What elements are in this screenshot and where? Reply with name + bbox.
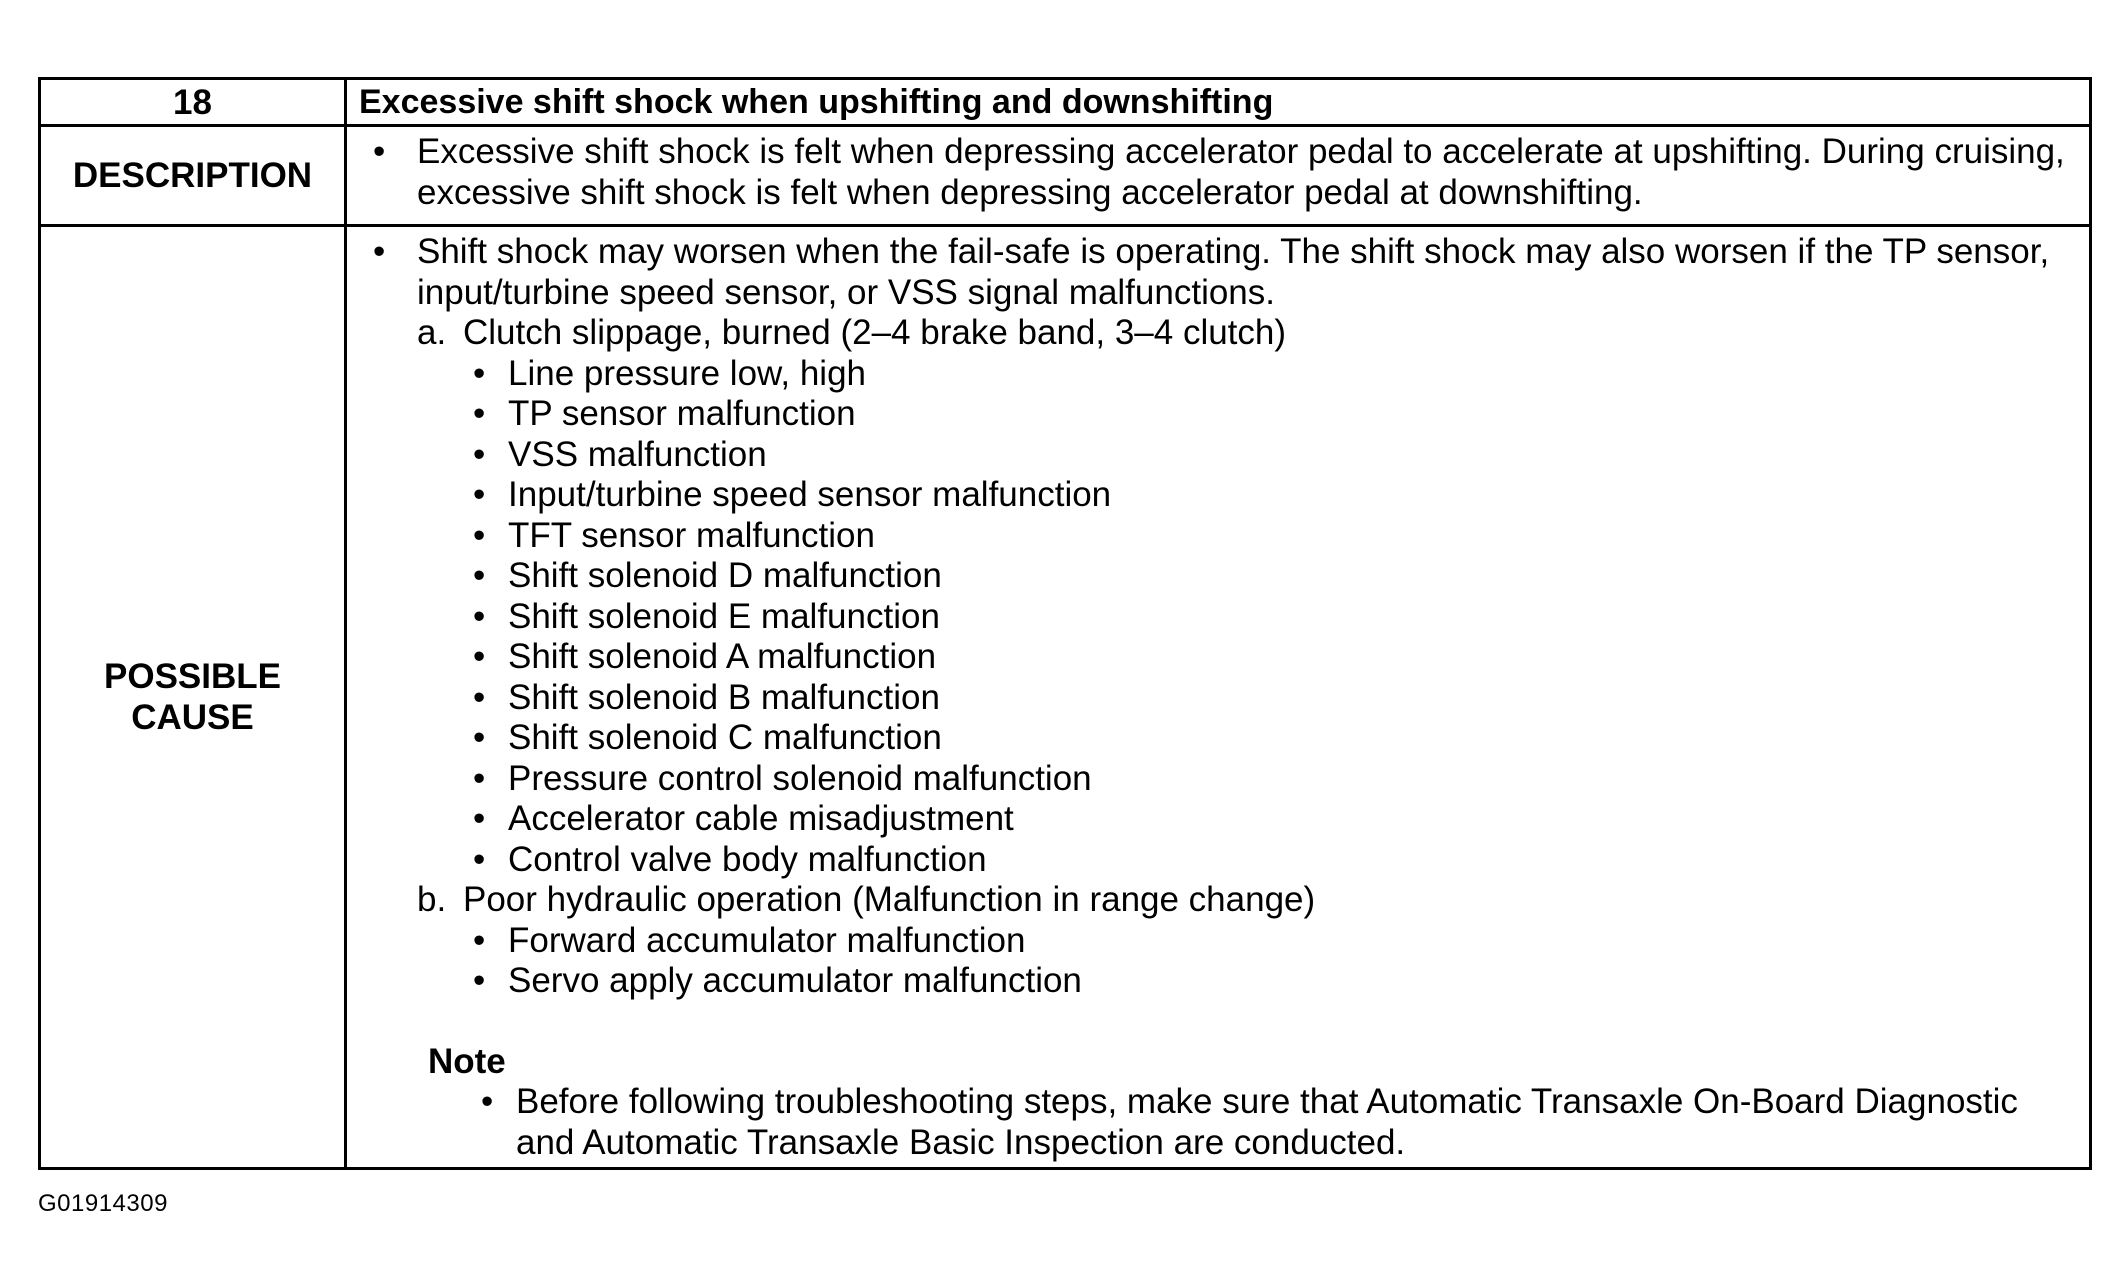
list-item: • Pressure control solenoid malfunction <box>463 759 2073 800</box>
list-item: • VSS malfunction <box>463 435 2073 476</box>
list-item: • Servo apply accumulator malfunction <box>463 961 2073 1002</box>
symptom-number: 18 <box>40 79 346 126</box>
cause-groups <box>417 313 2073 1002</box>
description-row <box>40 126 2091 226</box>
list-item: • Shift solenoid D malfunction <box>463 556 2073 597</box>
possible-cause-label <box>40 226 346 1169</box>
list-item: • Shift solenoid A malfunction <box>463 637 2073 678</box>
troubleshooting-table <box>38 77 2092 1170</box>
table-header-row <box>40 79 2091 126</box>
list-item: • Shift solenoid B malfunction <box>463 678 2073 719</box>
figure-id: G01914309 <box>38 1190 168 1217</box>
possible-cause-row <box>40 226 2091 1169</box>
description-label: DESCRIPTION <box>40 126 346 226</box>
list-item: • Line pressure low, high <box>463 354 2073 395</box>
list-item: • Accelerator cable misadjustment <box>463 799 2073 840</box>
note-list <box>471 1082 2073 1163</box>
note-item: • Before following troubleshooting steps, make sure that Automatic Transaxle On-Board Diagnostic and Automatic Transaxle Basic Inspection are conducted. <box>471 1082 2073 1163</box>
symptom-title: Excessive shift shock when upshifting and downshifting <box>346 79 2091 126</box>
possible-cause-label-text: POSSIBLE CAUSE <box>104 657 281 737</box>
group-b-list <box>463 921 2073 1002</box>
list-item: • TP sensor malfunction <box>463 394 2073 435</box>
note-block <box>428 1042 2073 1164</box>
list-item: • Shift solenoid E malfunction <box>463 597 2073 638</box>
group-title: Clutch slippage, burned (2–4 brake band, 3–4 clutch) <box>463 313 1287 352</box>
group-title: Poor hydraulic operation (Malfunction in range change) <box>463 880 1316 919</box>
cause-group-a <box>417 313 2073 880</box>
group-marker: b. <box>417 880 447 919</box>
cause-group-b <box>417 880 2073 1002</box>
possible-cause-content <box>346 226 2091 1169</box>
note-title: Note <box>428 1041 506 1081</box>
description-item: • Excessive shift shock is felt when depressing accelerator pedal to accelerate at upshifting. During cruising, excessive shift shock is felt when depressing accelerator pedal at downshifting. <box>365 132 2073 213</box>
list-item: • Control valve body malfunction <box>463 840 2073 881</box>
list-item: • Forward accumulator malfunction <box>463 921 2073 962</box>
group-marker: a. <box>417 313 447 352</box>
list-item: • TFT sensor malfunction <box>463 516 2073 557</box>
group-a-list <box>463 354 2073 881</box>
list-item: • Input/turbine speed sensor malfunction <box>463 475 2073 516</box>
description-content <box>346 126 2091 226</box>
cause-intro: • Shift shock may worsen when the fail-safe is operating. The shift shock may also worsen if the TP sensor, input/turbine speed sensor, or VSS signal malfunctions. <box>365 232 2073 313</box>
list-item: • Shift solenoid C malfunction <box>463 718 2073 759</box>
